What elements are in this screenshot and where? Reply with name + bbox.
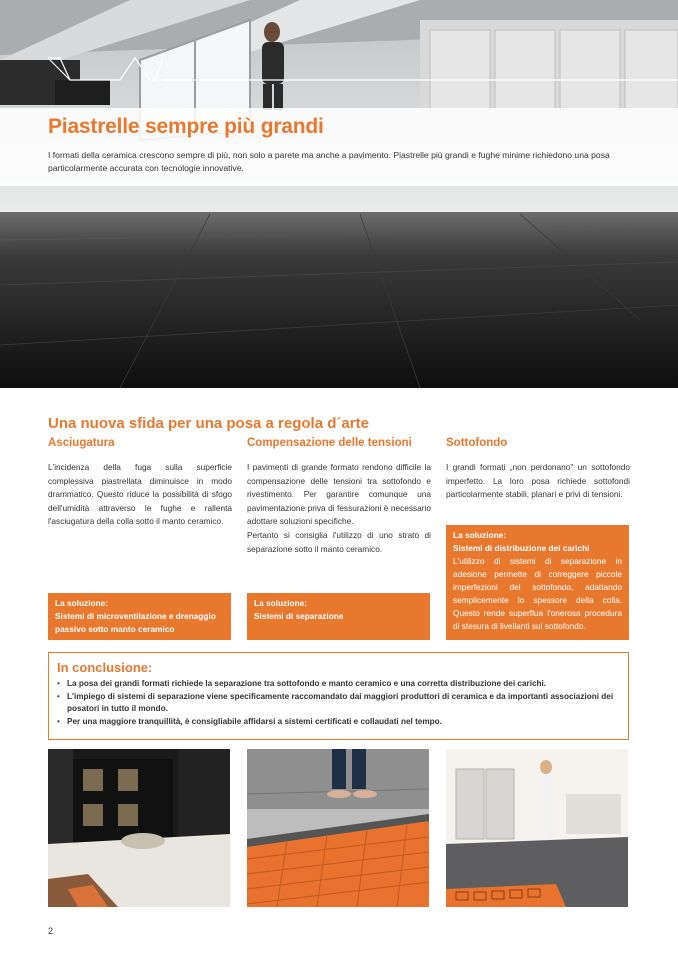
column-asciugatura (48, 437, 232, 529)
solution-label: La soluzione: (254, 598, 308, 608)
solution-box-sottofondo (446, 525, 629, 640)
photo-laying-membrane (247, 749, 429, 907)
solution-name: Sistemi di separazione (254, 611, 344, 621)
photo-interior-bathroom (48, 749, 230, 907)
solution-name: Sistemi di distribuzione dei carichi (453, 543, 590, 553)
hero-intro-text: I formati della ceramica crescono sempre di più, non solo a parete ma anche a pavimento. Piastrelle più grandi e fughe minime richiedono una posa particolarmente accurata con tecnologie innovative. (48, 150, 610, 173)
conclusion-list (57, 678, 620, 728)
hero-scene (0, 0, 678, 388)
solution-box-compensazione (247, 593, 430, 640)
column-text: I grandi formati „non perdonano" un sottofondo imperfetto. La loro posa richiede sottofondi particolarmente stabili, planari e privi di tensioni. (446, 462, 630, 500)
solution-label: La soluzione: (453, 530, 507, 540)
conclusion-bullet: • Per una maggiore tranquillità, è consigliabile affidarsi a sistemi certificati e collaudati nel tempo. (57, 716, 620, 729)
column-text: I pavimenti di grande formato rendono difficile la compensazione delle tensioni tra sottofondo e rivestimento. Per garantire comunque una pavimentazione priva di fessurazioni è necessario adottare soluzioni specifiche. (247, 462, 431, 527)
conclusion-bullet: • L'impiego di sistemi di separazione viene specificamente raccomandato dai maggiori produttori di ceramica e da importanti associazioni dei posatori in tutto il mondo. (57, 691, 620, 716)
conclusion-box (48, 652, 629, 740)
solution-name: Sistemi di microventilazione e drenaggio passivo sotto manto ceramico (55, 611, 216, 634)
hero-image (0, 0, 678, 388)
column-text-2: Pertanto si consiglia l'utilizzo di uno strato di separazione sotto il manto ceramico. (247, 529, 431, 554)
solution-text: L'utilizzo di sistemi di separazione in adesione permette di correggere piccole imperfezioni del sottofondo, adattando semplicemente lo spessore della colla. Questo rende superflua l'onerosa procedura di stesura di livellanti sul sottofondo. (453, 556, 622, 631)
conclusion-bullet: • La posa dei grandi formati richiede la separazione tra sottofondo e manto ceramico e una corretta distribuzione dei carichi. (57, 678, 620, 691)
column-heading: Compensazione delle tensioni (247, 437, 412, 449)
page-number: 2 (48, 926, 54, 936)
photo-modern-bathroom (446, 749, 628, 907)
conclusion-title: In conclusione: (57, 660, 153, 675)
page-title: Piastrelle sempre più grandi (48, 115, 324, 138)
column-compensazione (247, 437, 431, 556)
column-sottofondo (446, 437, 630, 502)
column-text: L'incidenza della fuga sulla superficie complessiva piastrellata diminuisce in modo drammatico. Questo riduce la possibilità di sfogo dell'umidità attraverso le fughe e rallenta l'asciugatura della colla sotto il manto ceramico. (48, 462, 232, 527)
solution-label: La soluzione: (55, 598, 109, 608)
solution-box-asciugatura (48, 593, 231, 640)
column-heading: Asciugatura (48, 437, 115, 449)
column-heading: Sottofondo (446, 437, 508, 449)
section-title: Una nuova sfida per una posa a regola d´arte (48, 415, 369, 432)
